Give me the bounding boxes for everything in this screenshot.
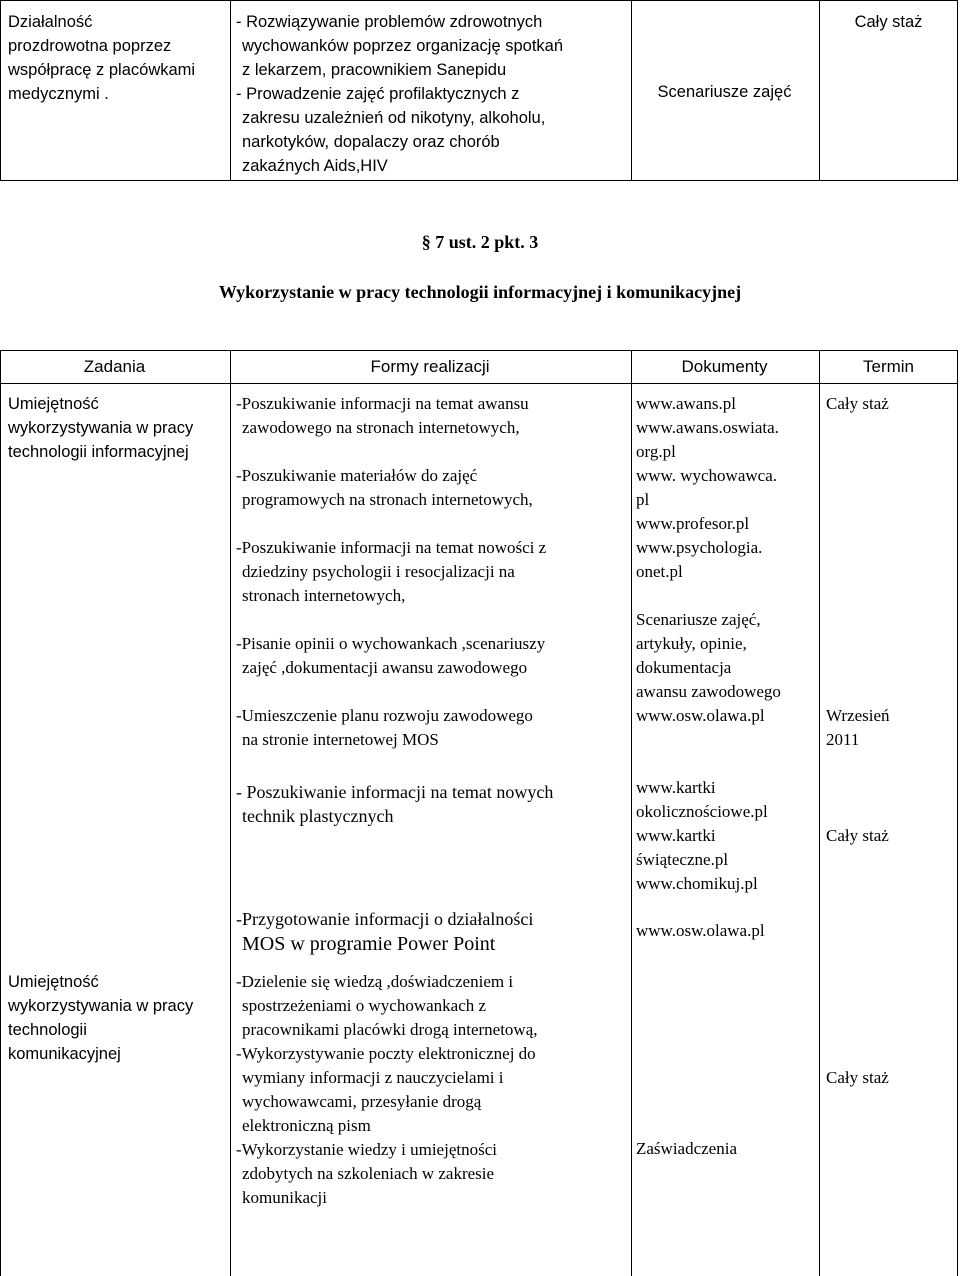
text-line: dokumentacja bbox=[636, 658, 732, 677]
column-divider bbox=[631, 351, 632, 1276]
term-cell-techniques: Cały staż bbox=[826, 826, 889, 845]
text-line: zajęć ,dokumentacji awansu zawodowego bbox=[242, 658, 528, 677]
text-line: zdobytych na szkoleniach w zakresie bbox=[242, 1164, 495, 1183]
forms-cell-techniques bbox=[236, 780, 628, 828]
form-item bbox=[236, 704, 628, 752]
url-text: www.kartki bbox=[636, 826, 716, 845]
text-line: wymiany informacji z nauczycielami i bbox=[242, 1068, 504, 1087]
text-line: prozdrowotna poprzez bbox=[8, 37, 172, 55]
text-line: -Wykorzystanie wiedzy i umiejętności bbox=[236, 1140, 497, 1159]
header-tasks: Zadania bbox=[83, 357, 146, 376]
term-cell-health: Cały staż bbox=[854, 13, 923, 31]
url-text: www.awans.pl bbox=[636, 394, 736, 413]
text-line: na stronie internetowej MOS bbox=[242, 730, 439, 749]
forms-cell-it bbox=[236, 392, 628, 752]
url-text: onet.pl bbox=[636, 562, 683, 581]
form-item bbox=[236, 392, 628, 440]
header-forms: Formy realizacji bbox=[370, 357, 490, 376]
text-line: komunikacji bbox=[242, 1188, 327, 1207]
text-line: zawodowego na stronach internetowych, bbox=[242, 418, 520, 437]
url-text: www. wychowawca. bbox=[636, 466, 777, 485]
forms-cell-health bbox=[236, 10, 626, 178]
text-line: -Pisanie opinii o wychowankach ,scenariuszy bbox=[236, 634, 546, 653]
text-line: Scenariusze zajęć, bbox=[636, 610, 761, 629]
section-title: Wykorzystanie w pracy technologii informacyjnej i komunikacyjnej bbox=[218, 282, 742, 302]
url-text: www.chomikuj.pl bbox=[636, 874, 758, 893]
url-text: świąteczne.pl bbox=[636, 850, 729, 869]
docs-cell-powerpoint: www.osw.olawa.pl bbox=[636, 921, 765, 940]
text-line: technik plastycznych bbox=[242, 806, 394, 826]
task-cell-it bbox=[8, 392, 228, 464]
form-item bbox=[236, 632, 628, 680]
text-line: elektroniczną pism bbox=[242, 1116, 371, 1135]
text-line: wychowawcami, przesyłanie drogą bbox=[242, 1092, 482, 1111]
text-line: komunikacyjnej bbox=[8, 1045, 121, 1063]
text-line: pracownikami placówki drogą internetową, bbox=[242, 1020, 538, 1039]
text-line: -Przygotowanie informacji o działalności bbox=[236, 909, 534, 929]
column-divider bbox=[230, 351, 231, 1276]
text-line: - Poszukiwanie informacji na temat nowych bbox=[236, 782, 554, 802]
text-line: zakaźnych Aids,HIV bbox=[242, 157, 388, 175]
text-line: wykorzystywania w pracy bbox=[8, 419, 194, 437]
text-line: Wrzesień bbox=[826, 706, 890, 725]
header-documents: Dokumenty bbox=[681, 357, 768, 376]
url-text: www.profesor.pl bbox=[636, 514, 750, 533]
form-item bbox=[236, 536, 628, 608]
text-line: Umiejętność bbox=[8, 395, 99, 413]
form-item bbox=[236, 464, 628, 512]
text-line: wykorzystywania w pracy bbox=[8, 997, 194, 1015]
url-text: www.psychologia. bbox=[636, 538, 763, 557]
url-text: org.pl bbox=[636, 442, 676, 461]
column-divider bbox=[230, 1, 231, 180]
text-line: Umiejętność bbox=[8, 973, 99, 991]
text-line: zakresu uzależnień od nikotyny, alkoholu, bbox=[242, 109, 546, 127]
text-line: spostrzeżeniami o wychowankach z bbox=[242, 996, 487, 1015]
text-line: stronach internetowych, bbox=[242, 586, 406, 605]
url-text: www.awans.oswiata. bbox=[636, 418, 779, 437]
text-line: artykuły, opinie, bbox=[636, 634, 747, 653]
text-line: -Dzielenie się wiedzą ,doświadczeniem i bbox=[236, 972, 514, 991]
text-line: dziedziny psychologii i resocjalizacji na bbox=[242, 562, 515, 581]
text-line: MOS w programie Power Point bbox=[242, 933, 496, 955]
text-line: awansu zawodowego bbox=[636, 682, 781, 701]
text-line: -Wykorzystywanie poczty elektronicznej do bbox=[236, 1044, 536, 1063]
task-cell-health bbox=[8, 10, 228, 106]
text-line: -Poszukiwanie informacji na temat awansu bbox=[236, 394, 529, 413]
text-line: Działalność bbox=[8, 13, 93, 31]
text-line: z lekarzem, pracownikiem Sanepidu bbox=[242, 61, 507, 79]
text-line: wychowanków poprzez organizację spotkań bbox=[242, 37, 564, 55]
term-cell-communication: Cały staż bbox=[826, 1068, 889, 1087]
url-text: pl bbox=[636, 490, 650, 509]
text-line: 2011 bbox=[826, 730, 860, 749]
text-line: narkotyków, dopalaczy oraz chorób bbox=[242, 133, 500, 151]
task-cell-communication bbox=[8, 970, 228, 1066]
docs-cell-health: Scenariusze zajęć bbox=[657, 83, 792, 101]
docs-cell-communication: Zaświadczenia bbox=[636, 1139, 737, 1158]
text-line: technologii informacyjnej bbox=[8, 443, 189, 461]
forms-cell-powerpoint bbox=[236, 907, 628, 957]
section-number: § 7 ust. 2 pkt. 3 bbox=[421, 232, 539, 252]
text-line: medycznymi . bbox=[8, 85, 109, 103]
url-text: www.osw.olawa.pl bbox=[636, 706, 765, 725]
forms-cell-communication bbox=[236, 970, 628, 1210]
column-divider bbox=[819, 351, 820, 1276]
docs-cell-it-links bbox=[636, 392, 818, 584]
text-line: współpracę z placówkami bbox=[8, 61, 196, 79]
text-line: - Prowadzenie zajęć profilaktycznych z bbox=[236, 85, 520, 103]
header-term: Termin bbox=[862, 357, 914, 376]
text-line: technologii bbox=[8, 1021, 87, 1039]
docs-cell-it-documents bbox=[636, 608, 818, 728]
text-line: - Rozwiązywanie problemów zdrowotnych bbox=[236, 13, 543, 31]
docs-cell-techniques bbox=[636, 776, 818, 896]
term-cell-it: Cały staż bbox=[826, 394, 889, 413]
text-line: programowych na stronach internetowych, bbox=[242, 490, 533, 509]
url-text: www.kartki bbox=[636, 778, 716, 797]
text-line: -Poszukiwanie informacji na temat nowości z bbox=[236, 538, 547, 557]
term-cell-it-date bbox=[826, 704, 958, 752]
text-line: -Umieszczenie planu rozwoju zawodowego bbox=[236, 706, 533, 725]
text-line: -Poszukiwanie materiałów do zajęć bbox=[236, 466, 478, 485]
url-text: okolicznościowe.pl bbox=[636, 802, 768, 821]
header-divider bbox=[1, 383, 957, 384]
